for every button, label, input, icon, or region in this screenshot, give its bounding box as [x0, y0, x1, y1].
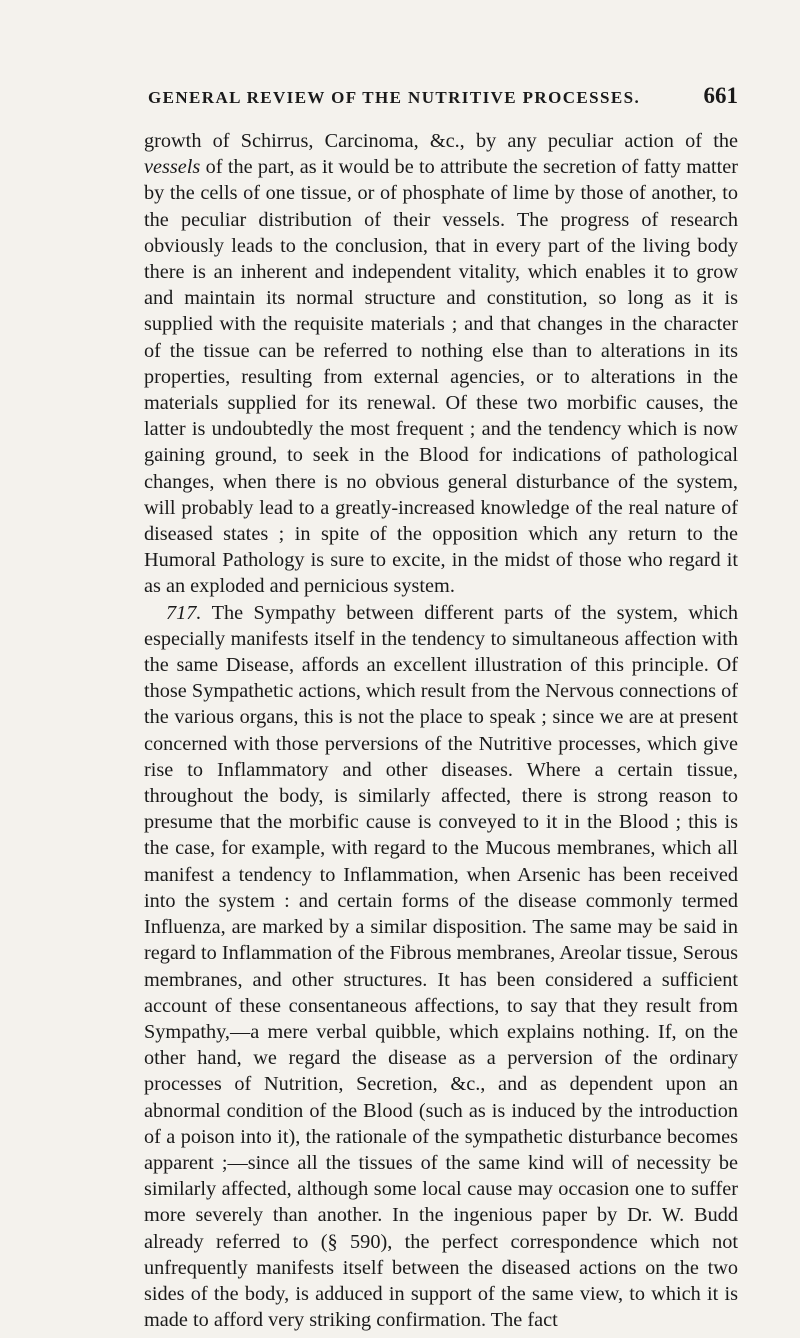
body-text: [144, 128, 738, 1333]
paragraph-text: The Sympathy between different parts of the system, which especially manifests itself in the tendency to simultaneous affection with the same Disease, affords an excellent illustration of this principle. Of those Sympathetic actions, which result from the Nervous connections of the various organs, this is not the place to speak ; since we are at present concerned with those perversions of the Nutritive processes, which give rise to Inflammatory and other diseases. Where a certain tissue, throughout the body, is similarly affected, there is strong reason to presume that the morbific cause is conveyed to it in the Blood ; this is the case, for example, with regard to the Mucous membranes, which all manifest a tendency to Inflammation, when Arsenic has been received into the system : and certain forms of the disease commonly termed Influenza, are marked by a similar disposition. The same may be said in regard to Inflammation of the Fibrous membranes, Areolar tissue, Serous membranes, and other structures. It has been considered a sufficient account of these consentaneous affections, to say that they result from Sympathy,—a mere verbal quibble, which explains nothing. If, on the other hand, we regard the disease as a perversion of the ordinary processes of Nutrition, Secretion, &c., and as dependent upon an abnormal condition of the Blood (such as is induced by the introduction of a poison into it), the rationale of the sympathetic disturbance becomes apparent ;—since all the tissues of the same kind will of necessity be similarly affected, although some local cause may occasion one to suffer more severely than another. In the ingenious paper by Dr. W. Budd already referred to (§ 590), the perfect correspondence which not unfrequently manifests itself between the diseased actions on the two sides of the body, is adduced in support of the same view, to which it is made to afford very striking confirmation. The fact: [144, 601, 738, 1332]
paragraph-text-after-emphasis: of the part, as it would be to attribute the secretion of fatty matter by the cells of one tissue, or of phosphate of lime by those of another, to the peculiar distribution of their vessels. The progress of research obviously leads to the conclusion, that in every part of the living body there is an inherent and independent vitality, which enables it to grow and maintain its normal structure and constitution, so long as it is supplied with the requisite materials ; and that changes in the character of the tissue can be referred to nothing else than to alterations in its properties, resulting from external agencies, or to alterations in the materials supplied for its renewal. Of these two morbific causes, the latter is undoubtedly the most frequent ; and the tendency which is now gaining ground, to seek in the Blood for indications of pathological changes, when there is no obvious general disturbance of the system, will probably lead to a greatly-increased knowledge of the real nature of diseased states ; in spite of the opposition which any return to the Humoral Pathology is sure to excite, in the midst of those who regard it as an exploded and pernicious system.: [144, 156, 738, 598]
paragraph-717: [144, 600, 738, 1334]
paragraph-number: 717.: [166, 601, 202, 624]
running-head: [148, 83, 738, 110]
running-head-title: GENERAL REVIEW OF THE NUTRITIVE PROCESSES.: [148, 88, 641, 107]
paragraph-continuation: [144, 128, 738, 600]
paragraph-text-before-emphasis: growth of Schirrus, Carcinoma, &c., by any peculiar action of the: [144, 130, 738, 152]
emphasis-vessels: vessels: [144, 156, 201, 179]
page-number: 661: [703, 83, 738, 108]
